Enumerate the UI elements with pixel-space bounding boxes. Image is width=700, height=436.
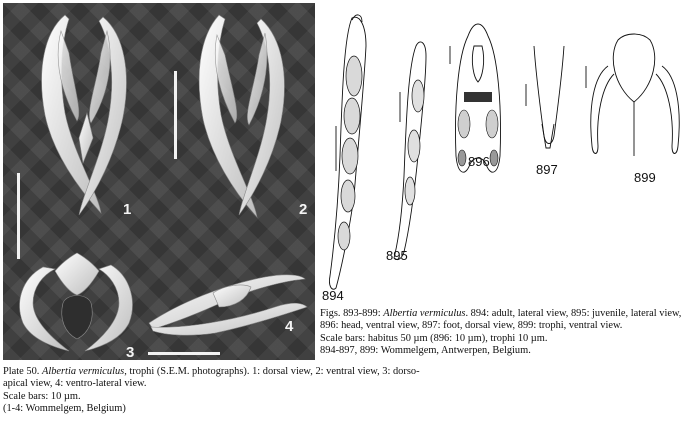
foot-dorsal-figure <box>526 46 564 148</box>
habitus-line-drawing <box>318 6 700 306</box>
juvenile-lateral-figure <box>394 42 426 260</box>
figures-caption-species: Albertia vermiculus <box>383 308 466 319</box>
panel-number-1: 1 <box>123 201 132 218</box>
plate-caption-species: Albertia vermiculus <box>41 366 125 377</box>
figures-caption-line-3: Scale bars: habitus 50 µm (896: 10 µm), trophi 10 µm. <box>320 332 548 344</box>
figures-caption-line-1: Figs. 893-899: Albertia vermiculus. 894: adult, lateral view, 895: juvenile, lateral view, <box>320 308 682 319</box>
trophi-ventral-drawing <box>586 34 679 156</box>
plate-caption-line-2: apical view, 4: ventro-lateral view. <box>3 378 147 390</box>
scale-bar-bottom <box>148 352 220 355</box>
scale-bar-right <box>174 71 177 159</box>
trophi-dorso-apical-photo <box>20 253 133 351</box>
panel-number-2: 2 <box>299 201 308 218</box>
head-ventral-figure <box>450 24 501 172</box>
figures-caption <box>320 308 681 357</box>
sem-trophi-drawing <box>3 3 315 360</box>
plate-caption-line-4: (1-4: Wommelgem, Belgium) <box>3 402 126 414</box>
habitus-drawings <box>318 6 700 306</box>
sem-photo-plate <box>3 3 315 360</box>
plate-caption <box>3 366 420 415</box>
plate-caption-line-1: Plate 50. Albertia vermiculus, trophi (S.E.M. photographs). 1: dorsal view, 2: ventral view, 3: dorso- <box>3 366 420 377</box>
figure-label-895: 895 <box>386 248 408 263</box>
figure-label-897: 897 <box>536 162 558 177</box>
figures-caption-line-2: 896: head, ventral view, 897: foot, dorsal view, 899: trophi, ventral view. <box>320 320 623 332</box>
panel-number-4: 4 <box>285 318 294 335</box>
scale-bar-left <box>17 173 20 259</box>
adult-lateral-figure <box>329 15 366 289</box>
trophi-ventral-photo <box>199 15 284 217</box>
plate-caption-line-3: Scale bars: 10 µm. <box>3 390 81 402</box>
figures-caption-line-4: 894-897, 899: Wommelgem, Antwerpen, Belgium. <box>320 344 531 356</box>
panel-number-3: 3 <box>126 344 135 360</box>
trophi-dorsal-photo <box>42 15 127 215</box>
trophi-ventro-lateral-photo <box>149 275 307 335</box>
figure-label-896: 896 <box>468 154 490 169</box>
figure-label-899: 899 <box>634 170 656 185</box>
figure-label-894: 894 <box>322 288 344 303</box>
